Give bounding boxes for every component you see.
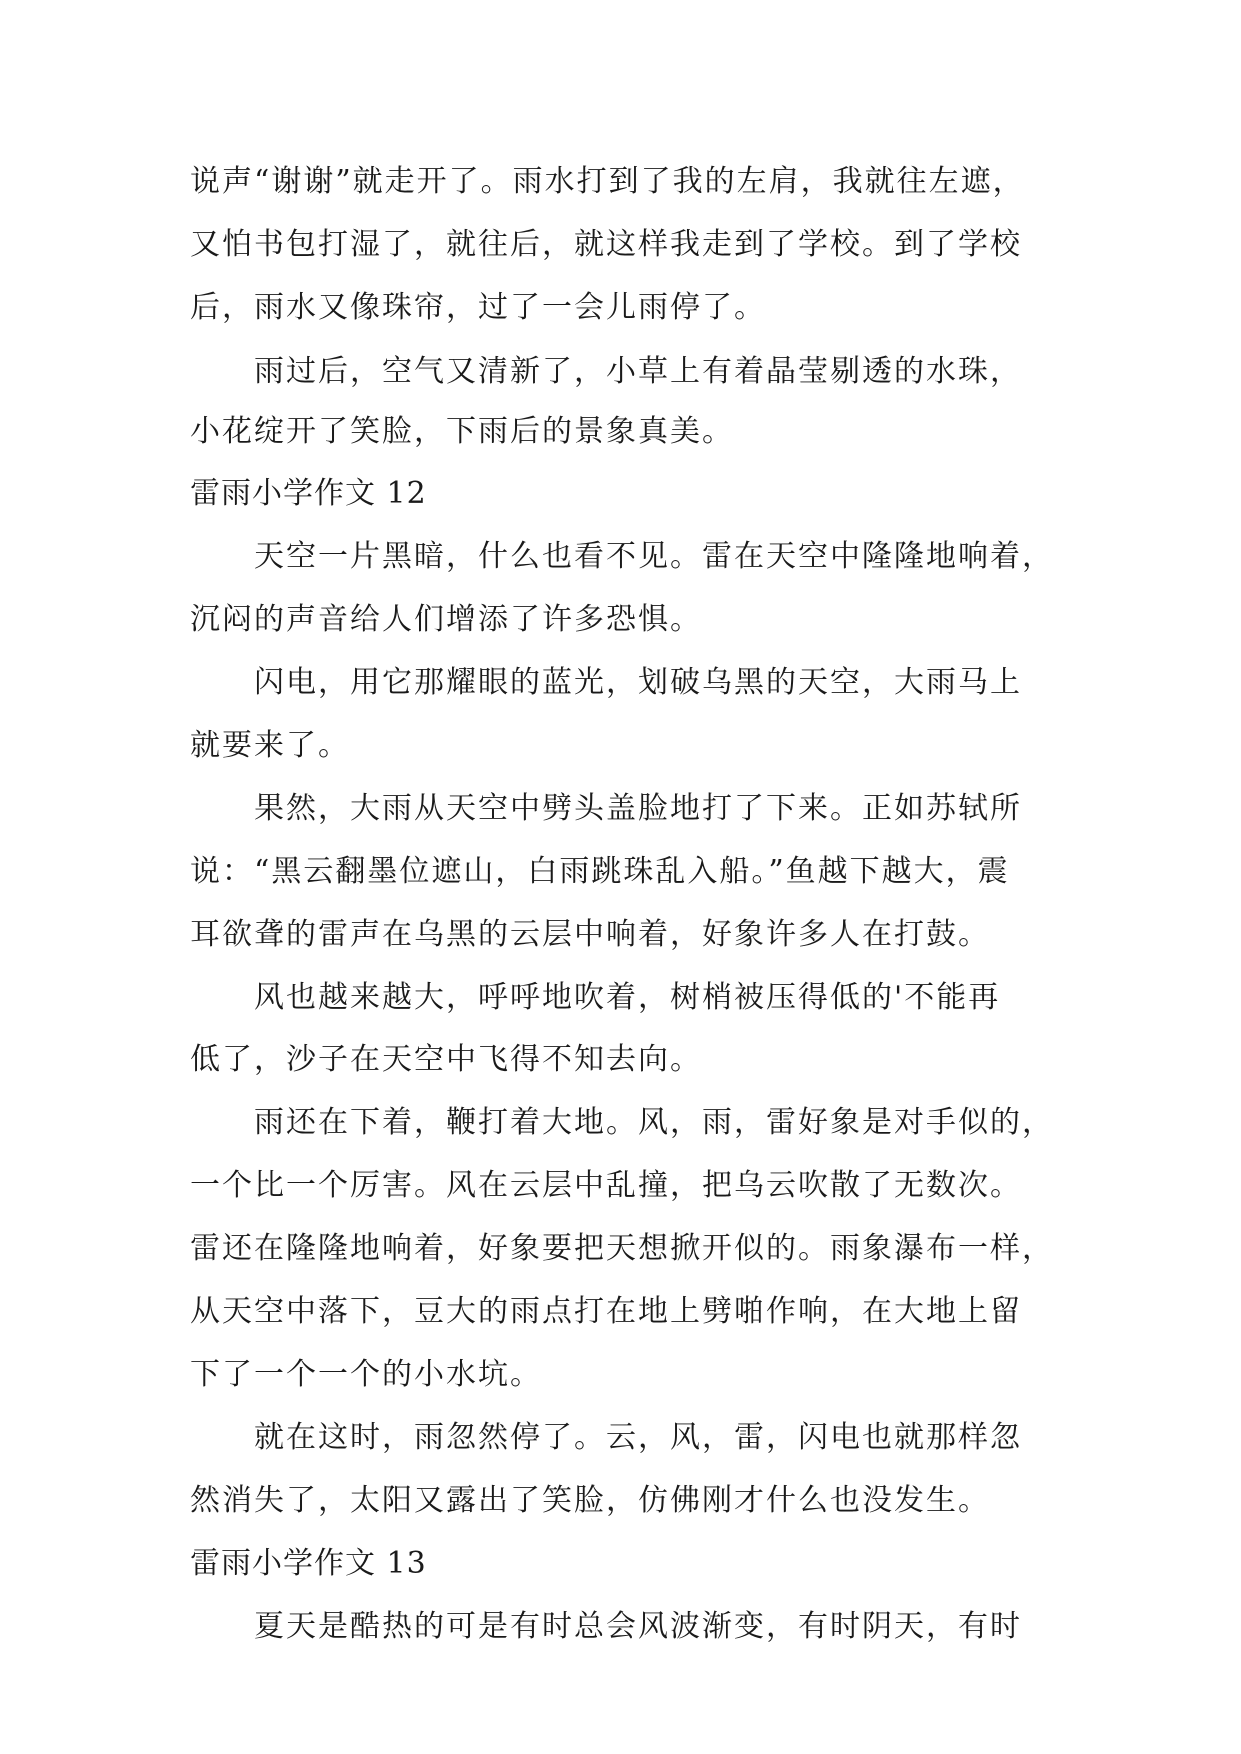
- text-line: 又怕书包打湿了，就往后，就这样我走到了学校。到了学校: [190, 227, 1022, 262]
- text-line: 沉闷的声音给人们增添了许多恐惧。: [190, 602, 702, 637]
- text-line: 雷还在隆隆地响着，好象要把天想掀开似的。雨象瀑布一样，: [190, 1231, 1054, 1266]
- text-line: 从天空中落下，豆大的雨点打在地上劈啪作响，在大地上留: [190, 1294, 1022, 1329]
- text-line: 后，雨水又像珠帘，过了一会儿雨停了。: [190, 290, 766, 325]
- text-line: 低了，沙子在天空中飞得不知去向。: [190, 1042, 702, 1077]
- text-line: 雨还在下着，鞭打着大地。风，雨，雷好象是对手似的，: [254, 1105, 1054, 1140]
- section-heading: 雷雨小学作文 12: [190, 476, 427, 511]
- text-line: 小花绽开了笑脸，下雨后的景象真美。: [190, 414, 734, 449]
- text-line: 就在这时，雨忽然停了。云，风，雷，闪电也就那样忽: [254, 1420, 1022, 1455]
- text-line: 说：“黑云翻墨位遮山，白雨跳珠乱入船。”鱼越下越大，震: [190, 854, 1010, 889]
- text-line: 雨过后，空气又清新了，小草上有着晶莹剔透的水珠，: [254, 354, 1022, 389]
- text-line: 下了一个一个的小水坑。: [190, 1357, 542, 1392]
- section-heading: 雷雨小学作文 13: [190, 1546, 427, 1581]
- text-line: 然消失了，太阳又露出了笑脸，仿佛刚才什么也没发生。: [190, 1483, 990, 1518]
- text-line: 闪电，用它那耀眼的蓝光，划破乌黑的天空，大雨马上: [254, 665, 1022, 700]
- text-line: 就要来了。: [190, 728, 350, 763]
- text-line: 天空一片黑暗，什么也看不见。雷在天空中隆隆地响着，: [254, 539, 1054, 574]
- text-line: 说声“谢谢”就走开了。雨水打到了我的左肩，我就往左遮，: [190, 164, 1025, 199]
- text-line: 耳欲聋的雷声在乌黑的云层中响着，好象许多人在打鼓。: [190, 917, 990, 952]
- text-line: 夏天是酷热的可是有时总会风波渐变，有时阴天，有时: [254, 1609, 1022, 1644]
- text-line: 风也越来越大，呼呼地吹着，树梢被压得低的'不能再: [254, 980, 1001, 1015]
- text-line: 果然，大雨从天空中劈头盖脸地打了下来。正如苏轼所: [254, 791, 1022, 826]
- text-line: 一个比一个厉害。风在云层中乱撞，把乌云吹散了无数次。: [190, 1168, 1022, 1203]
